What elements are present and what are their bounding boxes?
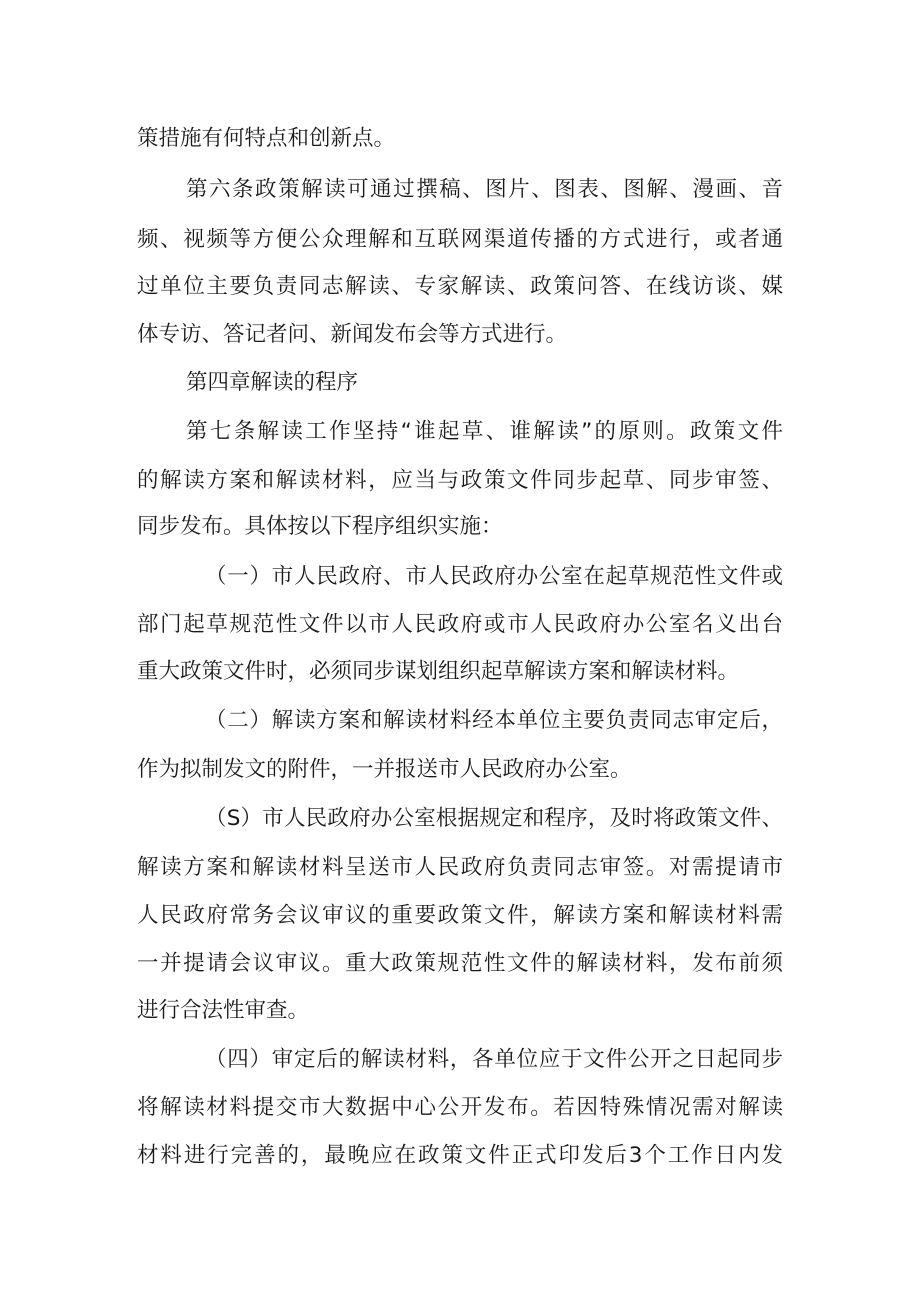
item-1-line: （一）市人民政府、市人民政府办公室在起草规范性文件或 bbox=[205, 564, 783, 589]
text-line: 部门起草规范性文件以市人民政府或市人民政府办公室名义出台 bbox=[137, 612, 783, 637]
text-line: 过单位主要负责同志解读、专家解读、政策问答、在线访谈、媒 bbox=[137, 274, 783, 299]
text-line: 人民政府常务会议审议的重要政策文件，解读方案和解读材料需 bbox=[137, 903, 783, 928]
chapter-heading: 第四章解读的程序 bbox=[186, 370, 359, 395]
article-6-line: 第六条政策解读可通过撰稿、图片、图表、图解、漫画、音 bbox=[186, 177, 783, 202]
text-line: 作为拟制发文的附件，一并报送市人民政府办公室。 bbox=[137, 757, 632, 782]
text-line: 的解读方案和解读材料，应当与政策文件同步起草、同步审签、 bbox=[137, 468, 783, 493]
text-line: 策措施有何特点和创新点。 bbox=[137, 126, 396, 151]
article-7-line: 第七条解读工作坚持“谁起草、谁解读”的原则。政策文件 bbox=[186, 419, 783, 444]
text-line: 同步发布。具体按以下程序组织实施： bbox=[137, 514, 503, 539]
text-line: 体专访、答记者问、新闻发布会等方式进行。 bbox=[137, 322, 568, 347]
text-line: 进行合法性审查。 bbox=[137, 998, 310, 1023]
text-line: 频、视频等方便公众理解和互联网渠道传播的方式进行，或者通 bbox=[137, 227, 783, 252]
text-line: 材料进行完善的，最晚应在政策文件正式印发后3个工作日内发 bbox=[137, 1143, 783, 1168]
item-2-line: （二）解读方案和解读材料经本单位主要负责同志审定后， bbox=[205, 708, 783, 733]
item-3-line: （S）市人民政府办公室根据规定和程序，及时将政策文件、 bbox=[205, 806, 783, 831]
text-line: 将解读材料提交市大数据中心公开发布。若因特殊情况需对解读 bbox=[137, 1095, 783, 1120]
text-line: 重大政策文件时，必须同步谋划组织起草解读方案和解读材料。 bbox=[137, 659, 740, 684]
item-4-line: （四）审定后的解读材料，各单位应于文件公开之日起同步 bbox=[205, 1047, 783, 1072]
text-line: 一并提请会议审议。重大政策规范性文件的解读材料，发布前须 bbox=[137, 951, 783, 976]
text-line: 解读方案和解读材料呈送市人民政府负责同志审签。对需提请市 bbox=[137, 855, 783, 880]
